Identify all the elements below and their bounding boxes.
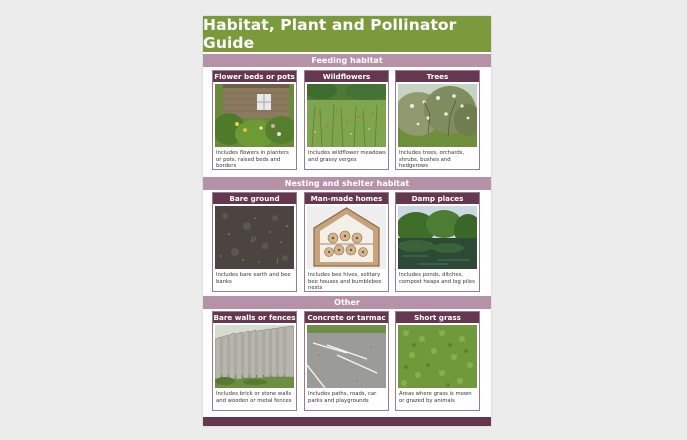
card-caption: Areas where grass is mown or grazed by animals bbox=[399, 391, 472, 404]
card-concrete-tarmac bbox=[304, 311, 389, 411]
card-heading: Wildflowers bbox=[305, 71, 388, 82]
card-heading: Damp places bbox=[396, 193, 479, 204]
card-wildflowers bbox=[304, 70, 389, 170]
card-caption: Includes flowers in planters or pots, raised beds and borders bbox=[216, 150, 289, 170]
tarmac-photo bbox=[307, 325, 386, 388]
card-bare-ground bbox=[212, 192, 297, 292]
section-header-other: Other bbox=[203, 296, 491, 309]
card-heading: Bare ground bbox=[213, 193, 296, 204]
card-heading: Man-made homes bbox=[305, 193, 388, 204]
bee-house-photo bbox=[307, 206, 386, 269]
wildflowers-photo bbox=[307, 84, 386, 147]
card-trees bbox=[395, 70, 480, 170]
card-bare-walls bbox=[212, 311, 297, 411]
card-heading: Short grass bbox=[396, 312, 479, 323]
card-caption: Includes wildflower meadows and grassy verges bbox=[308, 150, 386, 163]
card-caption: Includes paths, roads, car parks and playgrounds bbox=[308, 391, 377, 404]
card-damp-places bbox=[395, 192, 480, 292]
card-heading: Trees bbox=[396, 71, 479, 82]
card-heading: Concrete or tarmac bbox=[305, 312, 388, 323]
fence-photo bbox=[215, 325, 294, 388]
card-caption: Includes trees, orchards, shrubs, bushes and hedgerows bbox=[399, 150, 465, 170]
pond-photo bbox=[398, 206, 477, 269]
card-man-made-homes bbox=[304, 192, 389, 292]
card-caption: Includes brick or stone walls and wooden or metal fences bbox=[216, 391, 292, 404]
section-header-feeding: Feeding habitat bbox=[203, 54, 491, 67]
grass-photo bbox=[398, 325, 477, 388]
card-heading: Bare walls or fences bbox=[213, 313, 296, 322]
flower-beds-photo bbox=[215, 84, 294, 147]
card-heading: Flower beds or pots bbox=[214, 72, 295, 81]
card-caption: Includes bee hives, solitary bee houses and bumblebee nests bbox=[308, 272, 382, 292]
trees-photo bbox=[398, 84, 477, 147]
guide-title: Habitat, Plant and Pollinator Guide bbox=[203, 16, 491, 52]
bare-ground-photo bbox=[215, 206, 294, 269]
section-header-nesting: Nesting and shelter habitat bbox=[203, 177, 491, 190]
card-short-grass bbox=[395, 311, 480, 411]
card-caption: Includes bare earth and bee banks bbox=[216, 272, 291, 285]
guide-sheet bbox=[203, 16, 491, 426]
footer-bar bbox=[203, 417, 491, 426]
card-caption: Includes ponds, ditches, compost heaps and log piles bbox=[399, 272, 475, 285]
card-flower-beds bbox=[212, 70, 297, 170]
